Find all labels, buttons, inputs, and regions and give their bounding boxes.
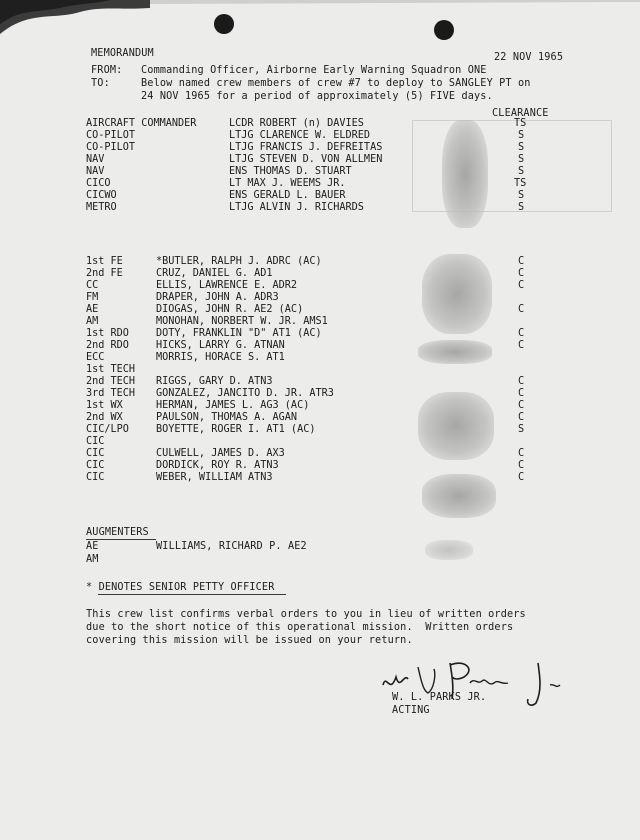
officer-clearance: TS <box>514 118 527 129</box>
crew-row <box>86 364 556 376</box>
crew-row <box>86 316 556 328</box>
crew-clearance: C <box>518 280 525 291</box>
crew-row <box>86 328 556 340</box>
crew-row <box>86 340 556 352</box>
augmenter-name: WILLIAMS, RICHARD P. AE2 <box>156 541 307 552</box>
officer-clearance: S <box>518 130 525 141</box>
crew-row <box>86 352 556 364</box>
officer-name: LT MAX J. WEEMS JR. <box>229 178 346 189</box>
crew-name: PAULSON, THOMAS A. AGAN <box>156 412 298 423</box>
crew-name: DIOGAS, JOHN R. AE2 (AC) <box>156 304 304 315</box>
officer-row <box>86 178 556 190</box>
crew-role: 3rd TECH <box>86 388 136 399</box>
to-label: TO: <box>91 78 110 89</box>
crew-row <box>86 436 556 448</box>
crew-clearance: C <box>518 268 525 279</box>
crew-list <box>86 256 556 484</box>
crew-role: CIC <box>86 448 105 459</box>
officer-name: ENS GERALD L. BAUER <box>229 190 346 201</box>
crew-name: HERMAN, JAMES L. AG3 (AC) <box>156 400 310 411</box>
crew-role: 1st TECH <box>86 364 136 375</box>
officer-row <box>86 202 556 214</box>
augmenters-heading: AUGMENTERS <box>86 527 149 538</box>
officer-role: CICO <box>86 178 111 189</box>
officer-name: LTJG ALVIN J. RICHARDS <box>229 202 364 213</box>
crew-name: DRAPER, JOHN A. ADR3 <box>156 292 279 303</box>
officer-row <box>86 118 556 130</box>
signer-title: ACTING <box>392 705 430 716</box>
crew-clearance: C <box>518 460 525 471</box>
crew-name: ELLIS, LAWRENCE E. ADR2 <box>156 280 298 291</box>
crew-clearance: C <box>518 388 525 399</box>
officer-name: LTJG CLARENCE W. ELDRED <box>229 130 371 141</box>
crew-role: 2nd FE <box>86 268 123 279</box>
crew-clearance: C <box>518 376 525 387</box>
officer-row <box>86 154 556 166</box>
crew-name: *BUTLER, RALPH J. ADRC (AC) <box>156 256 322 267</box>
crew-name: BOYETTE, ROGER I. AT1 (AC) <box>156 424 316 435</box>
senior-petty-officer-note: * DENOTES SENIOR PETTY OFFICER <box>86 582 275 593</box>
crew-name: MORRIS, HORACE S. AT1 <box>156 352 285 363</box>
crew-role: AE <box>86 304 99 315</box>
crew-name: GONZALEZ, JANCITO D. JR. ATR3 <box>156 388 334 399</box>
crew-role: ECC <box>86 352 105 363</box>
from-value: Commanding Officer, Airborne Early Warning Squadron ONE <box>141 65 487 76</box>
officer-clearance: TS <box>514 178 527 189</box>
crew-row <box>86 412 556 424</box>
officer-role: CO-PILOT <box>86 130 136 141</box>
officer-clearance: S <box>518 190 525 201</box>
crew-name: HICKS, LARRY G. ATNAN <box>156 340 285 351</box>
crew-name: RIGGS, GARY D. ATN3 <box>156 376 273 387</box>
crew-row <box>86 400 556 412</box>
crew-name: WEBER, WILLIAM ATN3 <box>156 472 273 483</box>
crew-row <box>86 472 556 484</box>
crew-role: CC <box>86 280 99 291</box>
crew-clearance: C <box>518 256 525 267</box>
officer-name: ENS THOMAS D. STUART <box>229 166 352 177</box>
officer-list <box>86 118 556 214</box>
body-line-2: due to the short notice of this operational mission. Written orders <box>86 622 514 633</box>
officer-role: AIRCRAFT COMMANDER <box>86 118 197 129</box>
officer-name: LCDR ROBERT (n) DAVIES <box>229 118 364 129</box>
crew-role: CIC <box>86 460 105 471</box>
officer-row <box>86 142 556 154</box>
body-line-1: This crew list confirms verbal orders to you in lieu of written orders <box>86 609 526 620</box>
crew-row <box>86 448 556 460</box>
crew-role: 1st FE <box>86 256 123 267</box>
crew-clearance: C <box>518 472 525 483</box>
officer-clearance: S <box>518 154 525 165</box>
officer-clearance: S <box>518 202 525 213</box>
crew-name: CULWELL, JAMES D. AX3 <box>156 448 285 459</box>
crew-name: CRUZ, DANIEL G. AD1 <box>156 268 273 279</box>
redaction-smudge <box>425 540 473 560</box>
crew-clearance: C <box>518 328 525 339</box>
crew-clearance: C <box>518 412 525 423</box>
crew-role: 1st RDO <box>86 328 129 339</box>
officer-role: NAV <box>86 166 105 177</box>
crew-row <box>86 388 556 400</box>
crew-role: 2nd WX <box>86 412 123 423</box>
officer-role: NAV <box>86 154 105 165</box>
officer-row <box>86 166 556 178</box>
crew-role: AM <box>86 316 99 327</box>
crew-name: DORDICK, ROY R. ATN3 <box>156 460 279 471</box>
crew-clearance: C <box>518 448 525 459</box>
officer-role: CICWO <box>86 190 117 201</box>
note-underline <box>98 594 286 595</box>
crew-clearance: C <box>518 304 525 315</box>
crew-row <box>86 280 556 292</box>
crew-clearance: S <box>518 424 525 435</box>
memo-date: 22 NOV 1965 <box>494 52 564 63</box>
officer-row <box>86 190 556 202</box>
to-line-1: Below named crew members of crew #7 to deploy to SANGLEY PT on <box>141 78 531 89</box>
officer-clearance: S <box>518 166 525 177</box>
crew-clearance: C <box>518 340 525 351</box>
crew-name: MONOHAN, NORBERT W. JR. AMS1 <box>156 316 328 327</box>
crew-row <box>86 292 556 304</box>
body-line-3: covering this mission will be issued on your return. <box>86 635 413 646</box>
from-label: FROM: <box>91 65 123 76</box>
officer-row <box>86 130 556 142</box>
augmenters-underline <box>86 539 156 540</box>
crew-name: DOTY, FRANKLIN "D" AT1 (AC) <box>156 328 322 339</box>
officer-clearance: S <box>518 142 525 153</box>
officer-name: LTJG FRANCIS J. DEFREITAS <box>229 142 383 153</box>
punch-hole-left <box>214 14 234 34</box>
crew-role: 2nd RDO <box>86 340 129 351</box>
to-line-2: 24 NOV 1965 for a period of approximately (5) FIVE days. <box>141 91 493 102</box>
crew-role: CIC <box>86 436 105 447</box>
augmenter-role: AM <box>86 554 99 565</box>
crew-role: 2nd TECH <box>86 376 136 387</box>
crew-row <box>86 268 556 280</box>
augmenter-role: AE <box>86 541 99 552</box>
crew-row <box>86 256 556 268</box>
crew-clearance: C <box>518 400 525 411</box>
officer-role: METRO <box>86 202 117 213</box>
crew-row <box>86 460 556 472</box>
crew-row <box>86 376 556 388</box>
punch-hole-right <box>434 20 454 40</box>
memo-title: MEMORANDUM <box>91 48 154 59</box>
officer-name: LTJG STEVEN D. VON ALLMEN <box>229 154 383 165</box>
crew-role: CIC <box>86 472 105 483</box>
crew-role: CIC/LPO <box>86 424 129 435</box>
crew-row <box>86 424 556 436</box>
signer-name: W. L. PARKS JR. <box>392 692 487 703</box>
crew-role: FM <box>86 292 99 303</box>
crew-row <box>86 304 556 316</box>
crew-role: 1st WX <box>86 400 123 411</box>
clearance-header: CLEARANCE <box>492 108 549 119</box>
officer-role: CO-PILOT <box>86 142 136 153</box>
torn-top-edge <box>0 0 640 45</box>
